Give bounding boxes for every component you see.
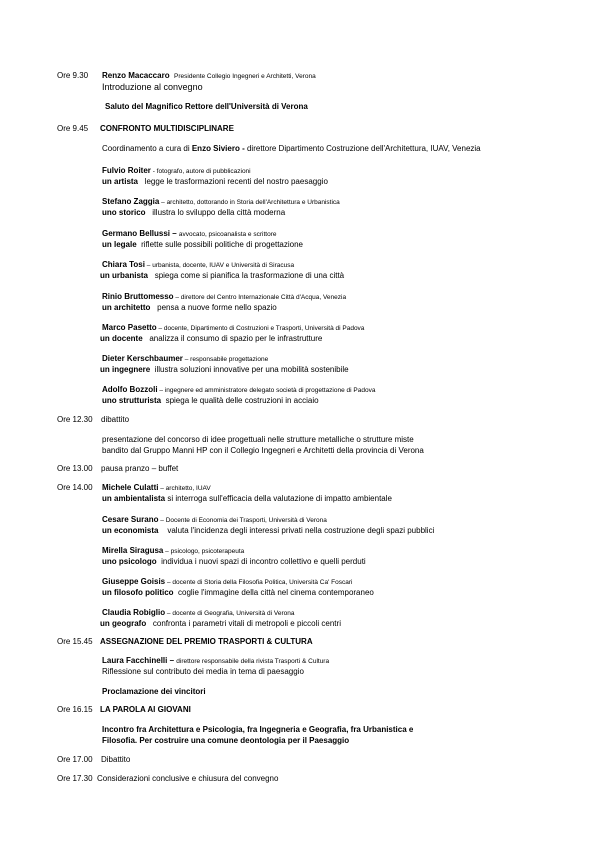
speaker-macaccaro xyxy=(102,71,316,82)
time-1300: Ore 13.00 xyxy=(57,464,93,473)
time-1230: Ore 12.30 xyxy=(57,415,93,424)
time-1545: Ore 15.45 xyxy=(57,637,93,646)
speaker-topic-line: uno storico illustra lo sviluppo della città moderna xyxy=(102,208,286,217)
speaker-name-line: Fulvio Roiter - fotografo, autore di pubblicazioni xyxy=(102,166,251,175)
coordinator-name: Enzo Siviero - xyxy=(191,144,245,153)
pausa-label: pausa pranzo – buffet xyxy=(101,464,179,473)
speaker-topic-line: un legale riflette sulle possibili politiche di progettazione xyxy=(102,240,304,249)
saluto-line: Saluto del Magnifico Rettore dell'Università di Verona xyxy=(105,102,308,111)
speaker-topic-line: un ingegnere illustra soluzioni innovative per una mobilità sostenibile xyxy=(100,365,349,374)
time-945: Ore 9.45 xyxy=(57,124,89,133)
speaker-name-line: Giuseppe Goisis – docente di Storia della Filosofia Politica, Università Ca' Foscari xyxy=(102,577,353,586)
speaker-topic-line: un artista legge le trasformazioni recenti del nostro paesaggio xyxy=(102,177,328,186)
chiusura-line: Considerazioni conclusive e chiusura del convegno xyxy=(97,774,279,783)
coordination-line: Coordinamento a cura di Enzo Siviero - direttore Dipartimento Costruzione dell'Architettura, IUAV, Venezia xyxy=(102,144,481,153)
dibattito-final: Dibattito xyxy=(101,755,131,764)
speaker-name-line: Marco Pasetto – docente, Dipartimento di Costruzioni e Trasporti, Università di Padova xyxy=(102,323,365,332)
time-1700: Ore 17.00 xyxy=(57,755,93,764)
speaker-name-line: Germano Bellussi – avvocato, psicoanalista e scrittore xyxy=(102,229,277,238)
speaker-name-line: Cesare Surano – Docente di Economia dei Trasporti, Università di Verona xyxy=(102,515,327,524)
speaker-role: Presidente Collegio Ingegneri e Architetti, Verona xyxy=(174,73,316,80)
speaker-name-line: Claudia Robiglio – docente di Geografia, Università di Verona xyxy=(102,608,295,617)
speaker-topic-line: un docente analizza il consumo di spazio per le infrastrutture xyxy=(100,334,323,343)
speaker-name-line: Dieter Kerschbaumer – responsabile progettazione xyxy=(102,354,269,363)
concorso-line-1: presentazione del concorso di idee progettuali nelle strutture metalliche o strutture miste xyxy=(102,435,414,444)
speaker-topic-line: uno strutturista spiega le qualità delle costruzioni in acciaio xyxy=(102,396,319,405)
concorso-line-2: bandito dal Gruppo Manni HP con il Collegio Ingegneri e Architetti della provincia di Verona xyxy=(102,446,424,455)
speaker-name-line: Chiara Tosi – urbanista, docente, IUAV e Università di Siracusa xyxy=(102,260,295,269)
speaker-topic-line: un architetto pensa a nuove forme nello spazio xyxy=(102,303,277,312)
section-title-premio: ASSEGNAZIONE DEL PREMIO TRASPORTI & CULTURA xyxy=(100,637,313,646)
facchinelli-line: Laura Facchinelli – direttore responsabile della rivista Trasporti & Cultura xyxy=(102,656,330,665)
speaker-topic-line: uno psicologo individua i nuovi spazi di incontro collettivo e quelli perduti xyxy=(102,557,366,566)
proclamazione-line: Proclamazione dei vincitori xyxy=(102,687,206,696)
time-930: Ore 9.30 xyxy=(57,71,89,80)
speaker-topic-line: un economista valuta l'incidenza degli interessi privati nella costruzione degli spazi pubblici xyxy=(102,526,435,535)
speaker-name: Renzo Macaccaro xyxy=(102,71,170,80)
facchinelli-topic: Riflessione sul contributo dei media in tema di paesaggio xyxy=(102,667,304,676)
time-1400: Ore 14.00 xyxy=(57,483,93,492)
time-1615: Ore 16.15 xyxy=(57,705,93,714)
incontro-line-1: Incontro fra Architettura e Psicologia, fra Ingegneria e Geografia, fra Urbanistica e xyxy=(102,725,414,734)
section-title-confronto: CONFRONTO MULTIDISCIPLINARE xyxy=(100,124,234,133)
section-title-giovani: LA PAROLA AI GIOVANI xyxy=(100,705,191,714)
speaker-name-line: Michele Culatti – architetto, IUAV xyxy=(102,483,211,492)
dibattito-label: dibattito xyxy=(101,415,130,424)
speaker-topic-line: un geografo confronta i parametri vitali di metropoli e piccoli centri xyxy=(100,619,341,628)
speaker-topic-line: un ambientalista si interroga sull'efficacia della valutazione di impatto ambientale xyxy=(102,494,392,503)
speaker-name-line: Adolfo Bozzoli – ingegnere ed amministratore delegato società di progettazione di Padova xyxy=(102,385,376,394)
speaker-name-line: Mirella Siragusa – psicologo, psicoterapeuta xyxy=(102,546,245,555)
speaker-name-line: Rinio Bruttomesso – direttore del Centro Internazionale Città d'Acqua, Venezia xyxy=(102,292,347,301)
speaker-topic-line: un filosofo politico coglie l'immagine della città nel cinema contemporaneo xyxy=(102,588,374,597)
speaker-topic-line: un urbanista spiega come si pianifica la trasformazione di una città xyxy=(100,271,345,280)
speaker-name-line: Stefano Zaggia – architetto, dottorando in Storia dell'Architettura e Urbanistica xyxy=(102,197,340,206)
time-1730: Ore 17.30 xyxy=(57,774,93,783)
incontro-line-2: Filosofia. Per costruire una comune deontologia per il Paesaggio xyxy=(102,736,350,745)
intro-subtitle: Introduzione al convegno xyxy=(102,82,203,92)
